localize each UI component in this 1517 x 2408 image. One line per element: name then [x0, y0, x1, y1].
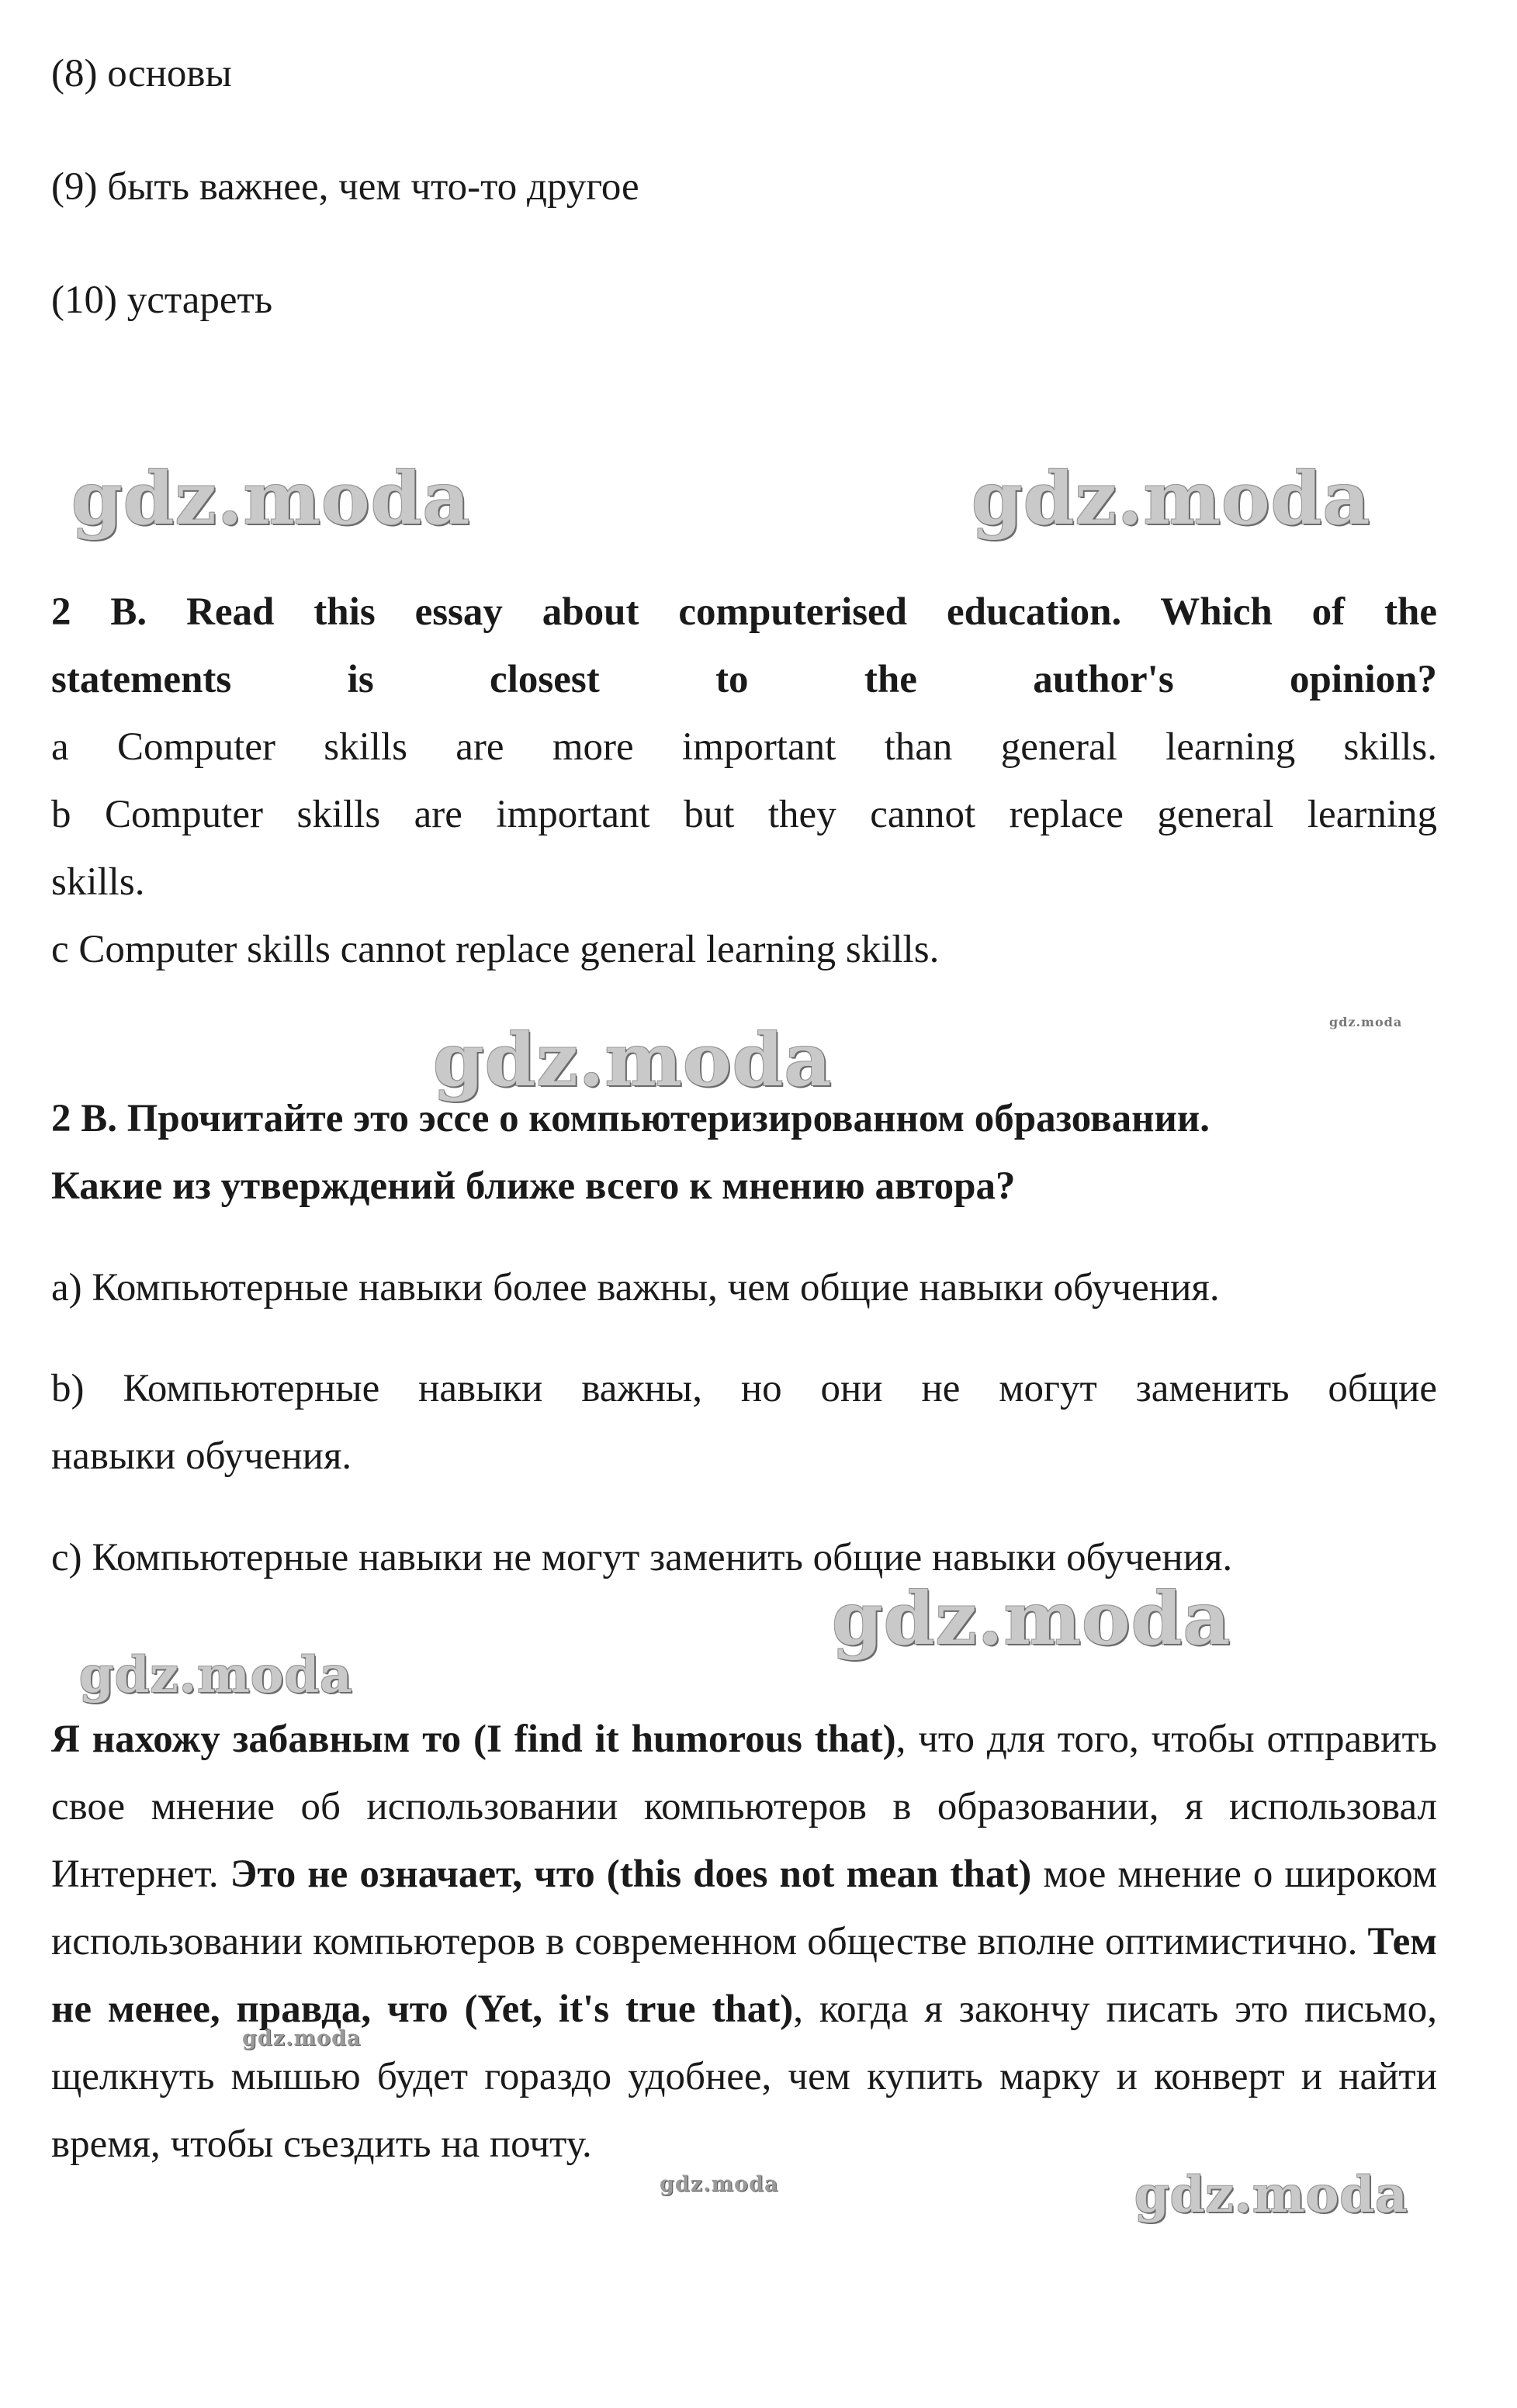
- essay-text-2: мое мнение о широком использовании компьютеров в современном обществе вполне оптимистично.: [51, 1853, 1437, 1963]
- task-en-title-line2: statements is closest to the author's opinion?: [51, 658, 1437, 701]
- watermark: gdz.moda: [972, 456, 1371, 541]
- essay-phrase-3: Тем не менее, правда, что (Yet, it's true that): [51, 1920, 1437, 2031]
- task-ru-title-line2: Какие из утверждений ближе всего к мнению автора?: [51, 1164, 1016, 1208]
- watermark: gdz.moda: [660, 2172, 779, 2196]
- task-en-option-a: a Computer skills are more important than general learning skills.: [51, 725, 1437, 769]
- watermark: gdz.moda: [79, 1646, 353, 1704]
- watermark: gdz.moda: [242, 2026, 362, 2050]
- watermark: gdz.moda: [71, 456, 471, 541]
- task-en-option-b-line1: b Computer skills are important but they cannot replace general learning: [51, 793, 1437, 836]
- vocab-item-9: (9) быть важнее, чем что-то другое: [51, 165, 639, 209]
- task-en-option-b-line2: skills.: [51, 860, 145, 904]
- task-en-title-line1: 2 B. Read this essay about computerised education. Which of the: [51, 590, 1437, 634]
- watermark: gdz.moda: [433, 1018, 833, 1103]
- vocab-item-10: (10) устареть: [51, 279, 273, 322]
- watermark: gdz.moda: [832, 1576, 1231, 1662]
- task-ru-option-b-line2: навыки обучения.: [51, 1434, 352, 1478]
- essay-phrase-1: Я нахожу забавным то (I find it humorous that): [51, 1718, 896, 1761]
- task-ru-option-c: c) Компьютерные навыки не могут заменить общие навыки обучения.: [51, 1536, 1233, 1579]
- essay-paragraph: [51, 1706, 1437, 2178]
- essay-phrase-2: Это не означает, что (this does not mean that): [230, 1853, 1032, 1896]
- essay-text-3: , когда я закончу писать это письмо, щелкнуть мышью будет гораздо удобнее, чем купить марку и конверт и найти время, чтобы съездить на почту.: [51, 1988, 1437, 2166]
- task-en-option-c: c Computer skills cannot replace general learning skills.: [51, 928, 940, 971]
- watermark: gdz.moda: [1134, 2166, 1408, 2224]
- essay-text-1: , что для того, чтобы отправить свое мнение об использовании компьютеров в образовании, я использовал Интернет.: [51, 1718, 1438, 1896]
- task-ru-option-b-line1: b) Компьютерные навыки важны, но они не могут заменить общие: [51, 1367, 1437, 1410]
- watermark: gdz.moda: [1329, 1015, 1403, 1029]
- task-ru-option-a: a) Компьютерные навыки более важны, чем общие навыки обучения.: [51, 1266, 1220, 1310]
- vocab-item-8: (8) основы: [51, 52, 232, 95]
- task-ru-title-line1: 2 В. Прочитайте это эссе о компьютеризированном образовании.: [51, 1097, 1210, 1140]
